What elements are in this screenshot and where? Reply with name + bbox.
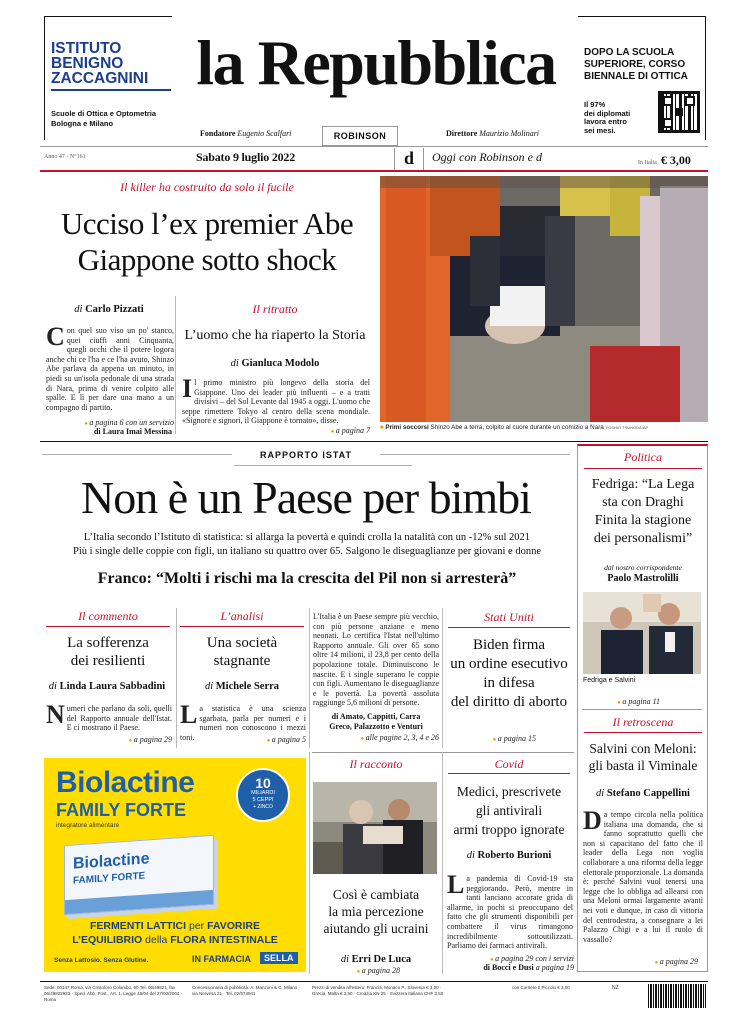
date: Sabato 9 luglio 2022 [196,150,296,164]
politica-byline-prefix: dal nostro corrispondente [604,563,682,572]
rule [312,752,574,753]
rule [584,468,702,469]
covid-headline[interactable] [442,782,576,839]
box-brand: FAMILY FORTE [73,870,146,887]
headline-line: sta con Draghi [602,495,684,510]
ad-slogan-1 [44,920,306,932]
price-label: In Italia [638,160,657,166]
politica-kicker: Politica [624,450,662,464]
byline-prefix: di [466,850,475,861]
politica-headline[interactable] [578,476,708,548]
retroscena-body-text: a tempo circola nella politica italiana una domanda, che si fanno soprattutto quelli che non si capacitano del fatto che il leader della Lega non voglia collaborare a una riforma della legge elettorale proporzionale. La domanda è: perché Salvini vuol tenersi una legge che lo obbliga ad allearsi con una Meloni ormai largamente avanti nei voti e dunque, in caso di vittoria del centrodestra, a consegnare a lei Palazzo Chigi e a lui il ruolo di vassallo? [583,810,703,944]
stati-uniti-kicker: Stati Uniti [484,610,534,624]
qr-code-icon[interactable] [658,91,700,133]
footer-col-3: Prezzi di vendita all'estero: Francia, Monaco P., Slovenia € 3,00 · Grecia, Malta € 3,50 · Croazia KN 25 · Svizzera Italiana CHF 3,50 [312,985,444,996]
right-ear-stat: Il 97% [584,100,606,109]
istat-authors: Greco, Palazzotto e Venturi [329,721,423,731]
badge-text: 10 [255,775,271,791]
covid-body-text: a pandemia di Covid-19 sta peggiorando. Però, mentre in tanti lanciano accorate grida di allarme, in pochi si preoccupano del fatto che gli strumenti disponibili per combattere il virus rimangono incredibilmente sottoutilizzati. Parliamo dei farmaci antivirali. [447,874,573,951]
right-ear-stat: dei diplomati [584,108,631,118]
racconto-ref[interactable]: ● a pagina 28 [312,966,400,975]
footer-col-5: NZ [612,985,619,991]
ad-slogan-2 [44,934,306,946]
istat-subhead[interactable]: Franco: “Molti i rischi ma la crescita del Pil non si arresterà” [97,570,517,587]
headline-line: Fedriga: “La Lega [591,477,695,492]
byline-prefix: di [204,681,214,692]
headline-line: un ordine esecutivo [450,656,568,672]
masthead-title[interactable]: la Repubblica [196,27,556,98]
retroscena-byline: Stefano Cappellini [606,788,690,799]
ad-footer-left: Senza Lattosio. Senza Glutine. [54,957,149,964]
headline-line: armi troppo ignorate [453,822,565,837]
byline-prefix: di [230,358,239,369]
headline-line: del diritto di aborto [450,694,568,710]
racconto-photo[interactable] [313,782,437,874]
ear-title-line: ISTITUTO [51,40,122,57]
politica-ref[interactable]: ● a pagina 11 [578,697,660,706]
abe-photo-illustration [380,176,708,422]
issue-number: Anno 47 · N°161 [44,154,86,160]
byline-prefix: di [48,681,57,692]
commento-byline: Linda Laura Sabbadini [59,681,166,692]
covid-ref-authors: di Bocci e Dusi [483,963,534,972]
headline-line: la mia percezione [328,904,424,919]
right-ear[interactable] [578,16,706,140]
drop-cap: I [182,374,193,403]
rule [582,709,702,710]
supplements: Oggi con Robinson e d [432,150,542,164]
d-logo[interactable]: d [394,148,424,170]
slogan-part: della [142,934,171,946]
headline-line: La sofferenza [67,635,149,651]
commento-body [46,700,172,733]
byline-prefix: di [596,788,605,799]
covid-ref[interactable]: ● a pagina 29 con i servizi [444,954,574,963]
racconto-illustration [313,782,437,874]
column-divider [309,752,310,974]
slogan-part: L’EQUILIBRIO [72,934,143,946]
robinson-logo-box[interactable] [322,126,398,146]
abe-body [46,322,174,412]
slogan-part: FERMENTI LATTICI [90,920,187,932]
istat-summary-1: L’Italia secondo l’Istituto di statistica: si allarga la povertà e quindi crolla la natalità con un -12% sul 2021 [83,532,531,543]
caption-label: Primi soccorsi [385,424,429,431]
racconto-byline: Erri De Luca [351,954,412,965]
politica-photo-caption: Fedriga e Salvini [583,677,636,684]
rule [584,732,702,733]
abe-headline-line: Giappone sotto shock [77,242,337,277]
ad-subtitle: integratore alimentare [56,822,120,829]
right-ear-headline: DOPO LA SCUOLA [584,47,675,58]
right-ear-stat: sei mesi. [584,125,616,135]
racconto-headline[interactable] [312,886,440,937]
caption-credit: YOSHIO TSUNODA/AP [605,425,649,430]
drop-cap: L [447,870,465,899]
ritratto-headline[interactable]: L’uomo che ha riaperto la Storia [184,328,366,343]
rule [448,627,570,628]
analisi-byline: Michele Serra [215,681,280,692]
headline-line: Una società [206,635,278,651]
ritratto-ref[interactable]: ● a pagina 7 [180,426,370,435]
ear-divider [51,89,171,91]
headline-line: dei personalismi” [593,531,693,546]
commento-ref[interactable]: ● a pagina 29 [44,735,172,744]
director-name: Maurizio Molinari [479,129,540,138]
analisi-body-text: a statistica è una scienza sgarbata, parla per numeri e i numeri non conoscono i mezzi toni. [180,704,306,742]
rule [180,626,304,627]
founder-label: Fondatore [200,129,236,138]
istat-summary-2: Più i single delle coppie con figli, un italiano su quattro over 65. Salgono le diseguaglianze per giovani e donne [72,546,541,557]
retroscena-kicker: Il retroscena [612,715,674,729]
ear-subtitle: Scuole di Ottica e Optometria [51,109,157,118]
retroscena-body [583,806,703,944]
headline-line: gli basta il Viminale [588,758,698,773]
slogan-part: FLORA INTESTINALE [170,934,278,946]
left-ear[interactable] [44,16,172,140]
abe-byline: Carlo Pizzati [85,304,144,315]
ad-footer-mid: IN FARMACIA [192,954,251,964]
analisi-headline[interactable] [178,634,306,670]
column-divider [175,296,176,434]
founder-name: Eugenio Scalfari [237,129,292,138]
retroscena-headline[interactable] [578,740,708,774]
abe-body-text: on quel suo viso un po' stanco, quei ciuffi anni Cinquanta, quegli occhi che il potere logora anche chi ce l'ha e ce l'ha avuto, Shinzo Abe parlava da appena un minuto, in piedi su un'isola pedonale di una strada di Nara, prima di venire colpito alle spalle. E lì per dare una mano a un compagno di partito. [46,326,174,412]
footer-col-4: con Corriere Il Piccolo € 3,00 [512,985,570,990]
analisi-ref[interactable]: ● a pagina 5 [178,735,306,744]
director-label: Direttore [446,129,478,138]
section-rule [42,454,232,455]
abe-kicker: Il killer ha costruito da solo il fucile [120,180,294,194]
abe-headline[interactable] [40,206,374,278]
badge-text: 5 CEPPI [252,797,274,803]
slogan-part: per [186,920,208,932]
section-divider [40,441,708,442]
ear-title-line: ZACCAGNINI [51,70,149,87]
caption-text: Shinzo Abe a terra, colpito al cuore durante un comizio a Nara [430,424,604,431]
ritratto-kicker: Il ritratto [252,302,298,316]
ritratto-body-text: l primo ministro più longevo della storia del Giappone. Uno dei leader più influenti – e a tratti divisivi – del Sol Levante dal 1945 a oggi. L'uomo che seppe rimettere Tokyo al centro della scena mondiale. «Signore e signori, il Giappone è tornato», disse. [182,378,370,426]
abe-photo[interactable] [380,176,708,422]
ear-title-line: BENIGNO [51,55,124,72]
drop-cap: N [46,700,65,729]
abe-ref[interactable]: ● a pagina 6 con un servizio [44,418,174,427]
biolactine-ad[interactable] [44,758,306,972]
dateline-bar [40,146,708,172]
photo-caption: ■ Primi soccorsi Shinzo Abe a terra, colpito al cuore durante un comizio a Nara YOSHIO TSUNODA/AP [380,424,649,431]
fedriga-salvini-photo[interactable] [583,592,701,674]
drop-cap: D [583,806,602,835]
headline-line: aiutando gli ucraini [323,921,429,936]
istat-ref[interactable]: ● alle pagine 2, 3, 4 e 26 [313,733,439,742]
ad-badge [236,768,290,822]
abe-headline-line: Ucciso l’ex premier Abe [60,206,354,241]
section-rule [234,465,412,466]
abe-ref-2: di Laura Imai Messina [93,427,172,436]
covid-byline: Roberto Burioni [477,850,552,861]
ad-brand-line-1: Biolactine [56,766,195,799]
headline-line: Medici, prescrivete [456,784,562,799]
ad-brand-line-2: FAMILY FORTE [56,800,187,820]
barcode [648,984,706,1008]
headline-line: Finita la stagione [594,513,692,528]
istat-authors: di Amato, Cappitti, Carra [331,712,421,721]
headline-line: Salvini con Meloni: [589,741,697,756]
analisi-kicker: L’analisi [220,609,264,623]
headline-line: gli antivirali [475,803,543,818]
drop-cap: C [46,322,65,351]
racconto-kicker: Il racconto [349,757,403,771]
headline-line: dei resilienti [70,653,146,669]
right-ear-headline: SUPERIORE, CORSO [584,59,686,70]
robinson-logo: ROBINSON [333,131,387,141]
byline-prefix: di [340,954,350,965]
commento-body-text: umeri che parlano da soli, quelli del Rapporto annuale dell'Istat. E ci mostrano il Paese. [66,704,172,733]
retroscena-ref[interactable]: ● a pagina 29 [578,957,698,966]
rule [46,626,170,627]
footer-col-1: Sede: 00147 Roma, via Cristoforo Colombo, 90 Tel. 06/49821, fax 06/49822923 · Sped. Abb. Post., Art. 1, Legge 46/04 del 27/02/2004 · Roma [44,985,183,1002]
footer-rule [40,981,708,982]
covid-body [447,870,573,951]
badge-text: + ZINCO [253,804,273,810]
stati-uniti-headline[interactable] [442,636,576,712]
istat-body: L'Italia è un Paese sempre più vecchio, con più persone anziane e meno neonati. Lo certifica l'Istat nell'ultimo Rapporto annuale. Gli over 65 sono oltre 14 milioni, il 23,8 per cento della popolazione totale. Diminuiscono le nascite. E i single superano le coppie con figli. Aumentano le diseguaglianze e le povertà. La povertà assoluta raggiunge 5,6 milioni di persone. [313,612,439,708]
commento-kicker: Il commento [78,609,138,623]
price: € 3,00 [660,153,691,167]
politica-byline: Paolo Mastrolilli [607,573,679,584]
column-divider [176,608,177,748]
ritratto-body [182,374,370,426]
badge-text: MILIARDI [251,790,275,796]
ad-product-box [64,835,214,915]
headline-line: Così è cambiata [332,887,420,902]
stati-uniti-ref[interactable]: ● a pagina 15 [444,734,536,743]
box-brand: Biolactine [73,850,150,873]
headline-line: stagnante [213,653,271,669]
footer-col-2: Concessionaria di pubblicità: A. Manzoni & C. Milano · via Nervesa 21 · Tel. 02/574941 [192,985,301,996]
ritratto-byline: Gianluca Modolo [241,358,320,369]
ear-subtitle: Bologna e Milano [51,119,114,128]
slogan-part: FAVORIRE [207,920,260,932]
headline-line: Biden firma [472,637,546,653]
ad-footer-brand: SELLA [260,952,298,964]
column-divider [309,608,310,748]
byline-prefix: di [74,304,83,315]
section-rule [380,454,570,455]
right-ear-stat: lavora entro [584,117,627,126]
covid-ref-page: a pagina 19 [535,963,574,972]
headline-line: in difesa [483,675,535,691]
fedriga-salvini-illustration [583,592,701,674]
rule [448,773,570,774]
right-ear-headline: BIENNALE DI OTTICA [584,71,688,82]
covid-kicker: Covid [494,757,524,771]
istat-section-label: RAPPORTO ISTAT [259,450,352,460]
commento-headline[interactable] [44,634,172,670]
istat-headline[interactable]: Non è un Paese per bimbi [81,472,531,523]
drop-cap: L [180,700,198,729]
